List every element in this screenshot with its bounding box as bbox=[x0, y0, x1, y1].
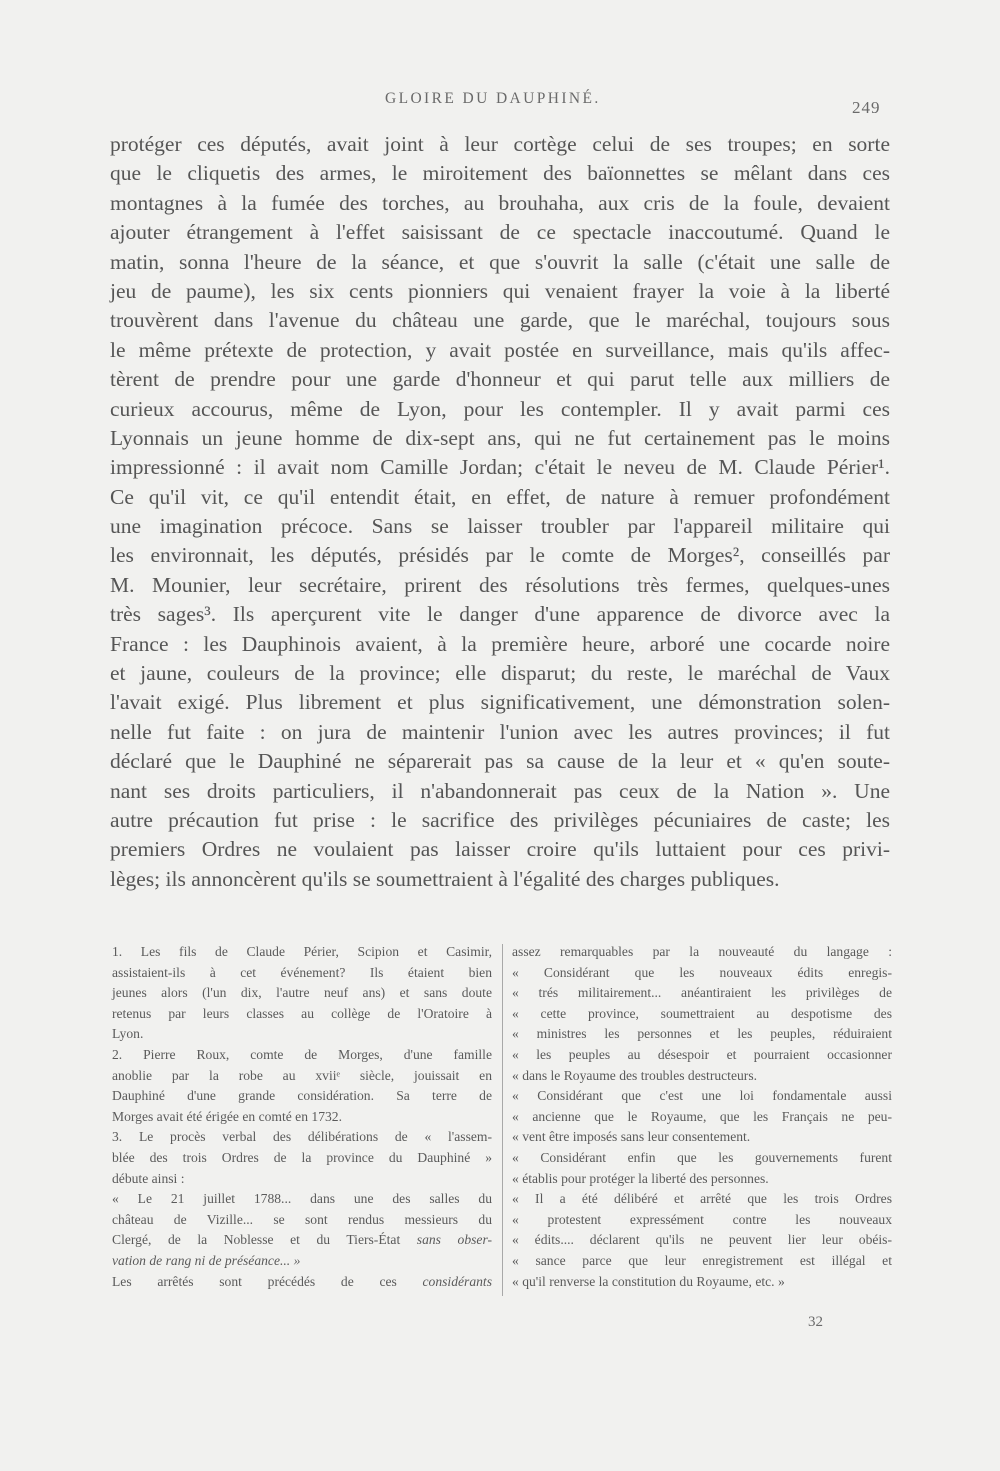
text-line: nelle fut faite : on jura de maintenir l'union avec les autres provinces; il fut bbox=[110, 719, 890, 744]
footnote-line: 3. Le procès verbal des délibérations de « l'assem- bbox=[112, 1129, 492, 1145]
text-line: autre précaution fut prise : le sacrifice des privilèges pécuniaires de caste; les bbox=[110, 807, 890, 832]
footnote-line: « les peuples au désespoir et pourraient occasionner bbox=[512, 1046, 892, 1062]
footnote-line: « établis pour protéger la liberté des personnes. bbox=[512, 1170, 769, 1186]
footnote-line: « dans le Royaume des troubles destructeurs. bbox=[512, 1067, 758, 1083]
text-line: montagnes à la fumée des torches, au brouhaha, aux cris de la foule, devaient bbox=[110, 190, 890, 215]
page-number: 249 bbox=[852, 98, 881, 117]
footnote-fragment: Clergé, de la Noblesse et du Tiers-État bbox=[112, 1232, 401, 1248]
text-line: trouvèrent dans l'avenue du château une garde, que le maréchal, toujours sous bbox=[110, 308, 890, 333]
footnote-line: « Considérant enfin que les gouvernements furent bbox=[512, 1149, 892, 1165]
footnote-line bbox=[112, 1272, 492, 1293]
text-line: France : les Dauphinois avaient, à la première heure, arboré une cocarde noire bbox=[110, 631, 890, 656]
footnote-line: « ministres les personnes et les peuples, réduiraient bbox=[512, 1026, 892, 1042]
footnote-line: « vent être imposés sans leur consentement. bbox=[512, 1129, 751, 1145]
footnotes-right-column bbox=[512, 942, 892, 1292]
text-line: impressionné : il avait nom Camille Jordan; c'était le neveu de M. Claude Périer¹. bbox=[110, 455, 890, 480]
text-line: le même prétexte de protection, y avait postée en surveillance, mais qu'ils affec- bbox=[110, 337, 890, 362]
text-line: protéger ces députés, avait joint à leur cortège celui de ses troupes; en sorte bbox=[110, 132, 890, 156]
main-text-block bbox=[110, 130, 890, 894]
text-line: matin, sonna l'heure de la séance, et que s'ouvrit la salle (c'était une salle de bbox=[110, 249, 890, 274]
footnote-line: « Considérant que les nouveaux édits enregis- bbox=[512, 964, 892, 980]
text-line: jeu de paume), les six cents pionniers qui venaient frayer la voie à la liberté bbox=[110, 278, 890, 303]
text-line: lèges; ils annoncèrent qu'ils se soumettraient à l'égalité des charges publiques. bbox=[110, 866, 780, 891]
footnote-line: « édits.... déclarent qu'ils ne peuvent lier leur obéis- bbox=[512, 1232, 892, 1248]
text-line: M. Mounier, leur secrétaire, prirent des résolutions très fermes, quelques-unes bbox=[110, 572, 890, 597]
column-divider bbox=[502, 944, 503, 1296]
footnote-line: « sance parce que leur enregistrement est illégal et bbox=[512, 1252, 892, 1268]
footnote-italic: vation de rang ni de préséance... » bbox=[112, 1252, 301, 1268]
footnote-italic: considérants bbox=[422, 1273, 492, 1289]
footnote-italic: sans obser- bbox=[416, 1232, 492, 1248]
signature-mark: 32 bbox=[808, 1314, 823, 1330]
footnote-line: « Le 21 juillet 1788... dans une des salles du bbox=[112, 1191, 492, 1207]
text-line: déclaré que le Dauphiné ne séparerait pas sa cause de la leur et « qu'en soute- bbox=[110, 749, 890, 774]
footnote-line: « qu'il renverse la constitution du Royaume, etc. » bbox=[512, 1273, 785, 1289]
footnote-line: anoblie par la robe au xviiᵉ siècle, jouissait en bbox=[112, 1067, 492, 1083]
footnote-line: 2. Pierre Roux, comte de Morges, d'une famille bbox=[112, 1046, 492, 1062]
footnote-line: jeunes alors (l'un dix, l'autre neuf ans) et sans doute bbox=[112, 985, 492, 1001]
footnote-line: débute ainsi : bbox=[112, 1170, 185, 1186]
footnote-line: « ancienne que le Royaume, que les Français ne peu- bbox=[512, 1108, 892, 1124]
text-line: curieux accourus, même de Lyon, pour les contempler. Il y avait parmi ces bbox=[110, 396, 890, 421]
text-line: premiers Ordres ne voulaient pas laisser croire qu'ils luttaient pour ces privi- bbox=[110, 837, 890, 862]
footnote-line: Lyon. bbox=[112, 1026, 144, 1042]
footnote-line: « trés militairement... anéantiraient les privilèges de bbox=[512, 985, 892, 1001]
text-line: ajouter étrangement à l'effet saisissant de ce spectacle inaccoutumé. Quand le bbox=[110, 220, 890, 245]
text-line: que le cliquetis des armes, le miroitement des baïonnettes se mêlant dans ces bbox=[110, 161, 890, 186]
footnote-line: blée des trois Ordres de la province du Dauphiné » bbox=[112, 1149, 492, 1165]
text-line: très sages³. Ils aperçurent vite le danger d'une apparence de divorce avec la bbox=[110, 602, 890, 627]
footnote-line: 1. Les fils de Claude Périer, Scipion et Casimir, bbox=[112, 944, 492, 959]
footnote-line: Morges avait été érigée en comté en 1732. bbox=[112, 1108, 342, 1124]
text-line: nant ses droits particuliers, il n'abandonnerait pas ceux de la Nation ». Une bbox=[110, 778, 890, 803]
footnote-line: retenus par leurs classes au collège de l'Oratoire à bbox=[112, 1005, 492, 1021]
text-line: une imagination précoce. Sans se laisser troubler par l'appareil militaire qui bbox=[110, 514, 890, 539]
footnote-line: assistaient-ils à cet événement? Ils étaient bien bbox=[112, 964, 492, 980]
running-title: GLOIRE DU DAUPHINÉ. bbox=[385, 90, 601, 107]
footnote-fragment: Les arrêtés sont précédés de ces bbox=[112, 1273, 397, 1289]
footnote-line bbox=[112, 1251, 492, 1272]
footnote-line: « Considérant que c'est une loi fondamentale aussi bbox=[512, 1088, 892, 1104]
footnote-line bbox=[112, 1230, 492, 1251]
footnote-line: Dauphiné d'une grande considération. Sa terre de bbox=[112, 1088, 492, 1104]
text-line: les environnait, les députés, présidés par le comte de Morges², conseillés par bbox=[110, 543, 890, 568]
footnote-line: « Il a été délibéré et arrêté que les trois Ordres bbox=[512, 1191, 892, 1207]
footnote-line: « cette province, soumettraient au despotisme des bbox=[512, 1005, 892, 1021]
text-line: Lyonnais un jeune homme de dix-sept ans, qui ne fut certainement pas le moins bbox=[110, 425, 890, 450]
footnote-line: château de Vizille... se sont rendus messieurs du bbox=[112, 1211, 492, 1227]
footnote-line: assez remarquables par la nouveauté du langage : bbox=[512, 944, 892, 959]
text-line: tèrent de prendre pour une garde d'honneur et qui parut telle aux milliers de bbox=[110, 367, 890, 392]
footnote-line: « protestent expressément contre les nouveaux bbox=[512, 1211, 892, 1227]
text-line: Ce qu'il vit, ce qu'il entendit était, en effet, de nature à remuer profondément bbox=[110, 484, 890, 509]
text-line: l'avait exigé. Plus librement et plus significativement, une démonstration solen- bbox=[110, 690, 890, 715]
footnotes-left-column bbox=[112, 942, 492, 1292]
text-line: et jaune, couleurs de la province; elle disparut; du reste, le maréchal de Vaux bbox=[110, 661, 890, 686]
